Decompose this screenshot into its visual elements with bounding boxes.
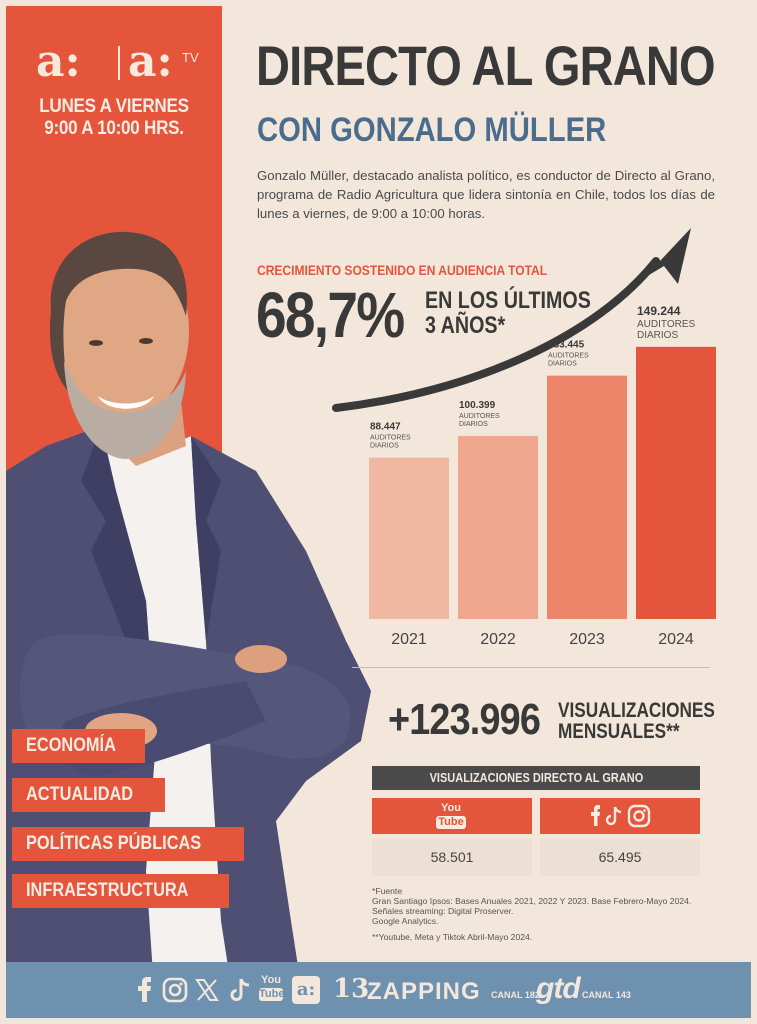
x-twitter-icon[interactable] bbox=[195, 976, 219, 1004]
unit-label: AUDITORES bbox=[637, 318, 696, 330]
youtube-you: You bbox=[441, 802, 461, 814]
meta-tiktok-header-cell bbox=[540, 798, 700, 834]
logo-separator bbox=[118, 46, 120, 80]
aa-logo-icon[interactable]: a: bbox=[292, 976, 320, 1004]
logo-a-tv: a: bbox=[128, 36, 173, 87]
growth-percent: 68,7% bbox=[256, 279, 404, 351]
canal-13-logo[interactable]: 13 bbox=[333, 974, 370, 1004]
zapping-canal: CANAL 182 bbox=[491, 990, 540, 1000]
bar-2024 bbox=[636, 347, 716, 619]
topic-label: INFRAESTRUCTURA bbox=[26, 880, 189, 901]
schedule-hours: 9:00 A 10:00 HRS. bbox=[44, 118, 184, 139]
gtd-logo[interactable]: gtd bbox=[536, 972, 580, 1005]
growth-period-line2: 3 AÑOS* bbox=[425, 312, 506, 339]
growth-period bbox=[425, 288, 591, 338]
logo-tv-label: TV bbox=[182, 50, 199, 65]
topic-tag bbox=[12, 778, 165, 812]
page-title: DIRECTO AL GRANO bbox=[256, 34, 715, 97]
category-label: 2022 bbox=[480, 631, 516, 648]
unit-label: AUDITORES bbox=[370, 434, 411, 442]
value-label: 100.399 bbox=[459, 399, 496, 411]
yt-tube: Tube bbox=[259, 988, 285, 1000]
section-divider bbox=[352, 667, 710, 668]
aa-tv-logo bbox=[36, 36, 199, 87]
poster bbox=[6, 6, 751, 1018]
views-label-line1: VISUALIZACIONES bbox=[558, 699, 715, 722]
facebook-icon[interactable] bbox=[136, 976, 154, 1004]
schedule bbox=[17, 96, 211, 140]
topic-tag bbox=[12, 827, 244, 861]
unit-label: AUDITORES bbox=[459, 412, 500, 420]
views-table-title-text: VISUALIZACIONES DIRECTO AL GRANO bbox=[429, 771, 643, 785]
footnote-line: Gran Santiago Ipsos: Bases Anuales 2021, 2022 Y 2023. Base Febrero-Mayo 2024. bbox=[372, 896, 692, 906]
value-label: 133.445 bbox=[548, 339, 585, 351]
category-label: 2024 bbox=[658, 631, 694, 648]
youtube-tube: Tube bbox=[436, 816, 466, 829]
footnote-line: Señales streaming: Digital Proserver. bbox=[372, 906, 514, 916]
youtube-icon[interactable] bbox=[259, 975, 283, 1001]
bar-2023 bbox=[547, 376, 627, 619]
footnote-line: Google Analytics. bbox=[372, 916, 439, 926]
bottom-bar bbox=[6, 962, 751, 1018]
unit-label: DIARIOS bbox=[459, 420, 488, 428]
page-subtitle: CON GONZALO MÜLLER bbox=[257, 111, 607, 149]
topic-label: POLÍTICAS PÚBLICAS bbox=[26, 833, 202, 854]
unit-label: DIARIOS bbox=[370, 442, 399, 450]
instagram-icon[interactable] bbox=[162, 976, 188, 1004]
bar-2021 bbox=[369, 458, 449, 619]
logo-a-radio: a: bbox=[36, 36, 81, 87]
topic-tag bbox=[12, 729, 145, 763]
bar-2022 bbox=[458, 436, 538, 619]
growth-period-line1: EN LOS ÚLTIMOS bbox=[425, 287, 591, 314]
views-label-line2: MENSUALES** bbox=[558, 720, 680, 743]
unit-label: AUDITORES bbox=[548, 352, 589, 360]
footnote-line: **Youtube, Meta y Tiktok Abril-Mayo 2024. bbox=[372, 932, 533, 942]
topic-label: ACTUALIDAD bbox=[26, 784, 134, 805]
growth-label: CRECIMIENTO SOSTENIDO EN AUDIENCIA TOTAL bbox=[257, 262, 548, 278]
zapping-logo[interactable]: ZAPPING bbox=[367, 978, 481, 1005]
tiktok-icon[interactable] bbox=[228, 976, 252, 1004]
unit-label: DIARIOS bbox=[637, 329, 679, 341]
category-label: 2021 bbox=[391, 631, 427, 648]
value-label: 149.244 bbox=[637, 303, 681, 318]
footnotes bbox=[372, 886, 712, 942]
meta-tiktok-views-value: 65.495 bbox=[540, 838, 700, 876]
gtd-canal: CANAL 143 bbox=[582, 990, 631, 1000]
category-label: 2023 bbox=[569, 631, 605, 648]
value-label: 88.447 bbox=[370, 421, 401, 433]
views-table-title bbox=[372, 766, 700, 790]
youtube-views-value: 58.501 bbox=[372, 838, 532, 876]
youtube-icon bbox=[436, 803, 466, 829]
schedule-days: LUNES A VIERNES bbox=[39, 96, 189, 117]
youtube-header-cell bbox=[372, 798, 532, 834]
views-label bbox=[558, 700, 715, 742]
footnote-line: *Fuente bbox=[372, 886, 403, 896]
description-text: Gonzalo Müller, destacado analista político, es conductor de Directo al Grano, programa de Radio Agricultura que lidera sintonía en Chile, todos los días de lunes a viernes, de 9:00 a 10:00 horas. bbox=[257, 168, 715, 221]
unit-label: DIARIOS bbox=[548, 360, 577, 368]
yt-you: You bbox=[261, 974, 281, 986]
facebook-tiktok-instagram-icons bbox=[588, 804, 652, 828]
topic-tag bbox=[12, 874, 229, 908]
views-number: +123.996 bbox=[388, 695, 541, 744]
topic-label: ECONOMÍA bbox=[26, 735, 116, 756]
